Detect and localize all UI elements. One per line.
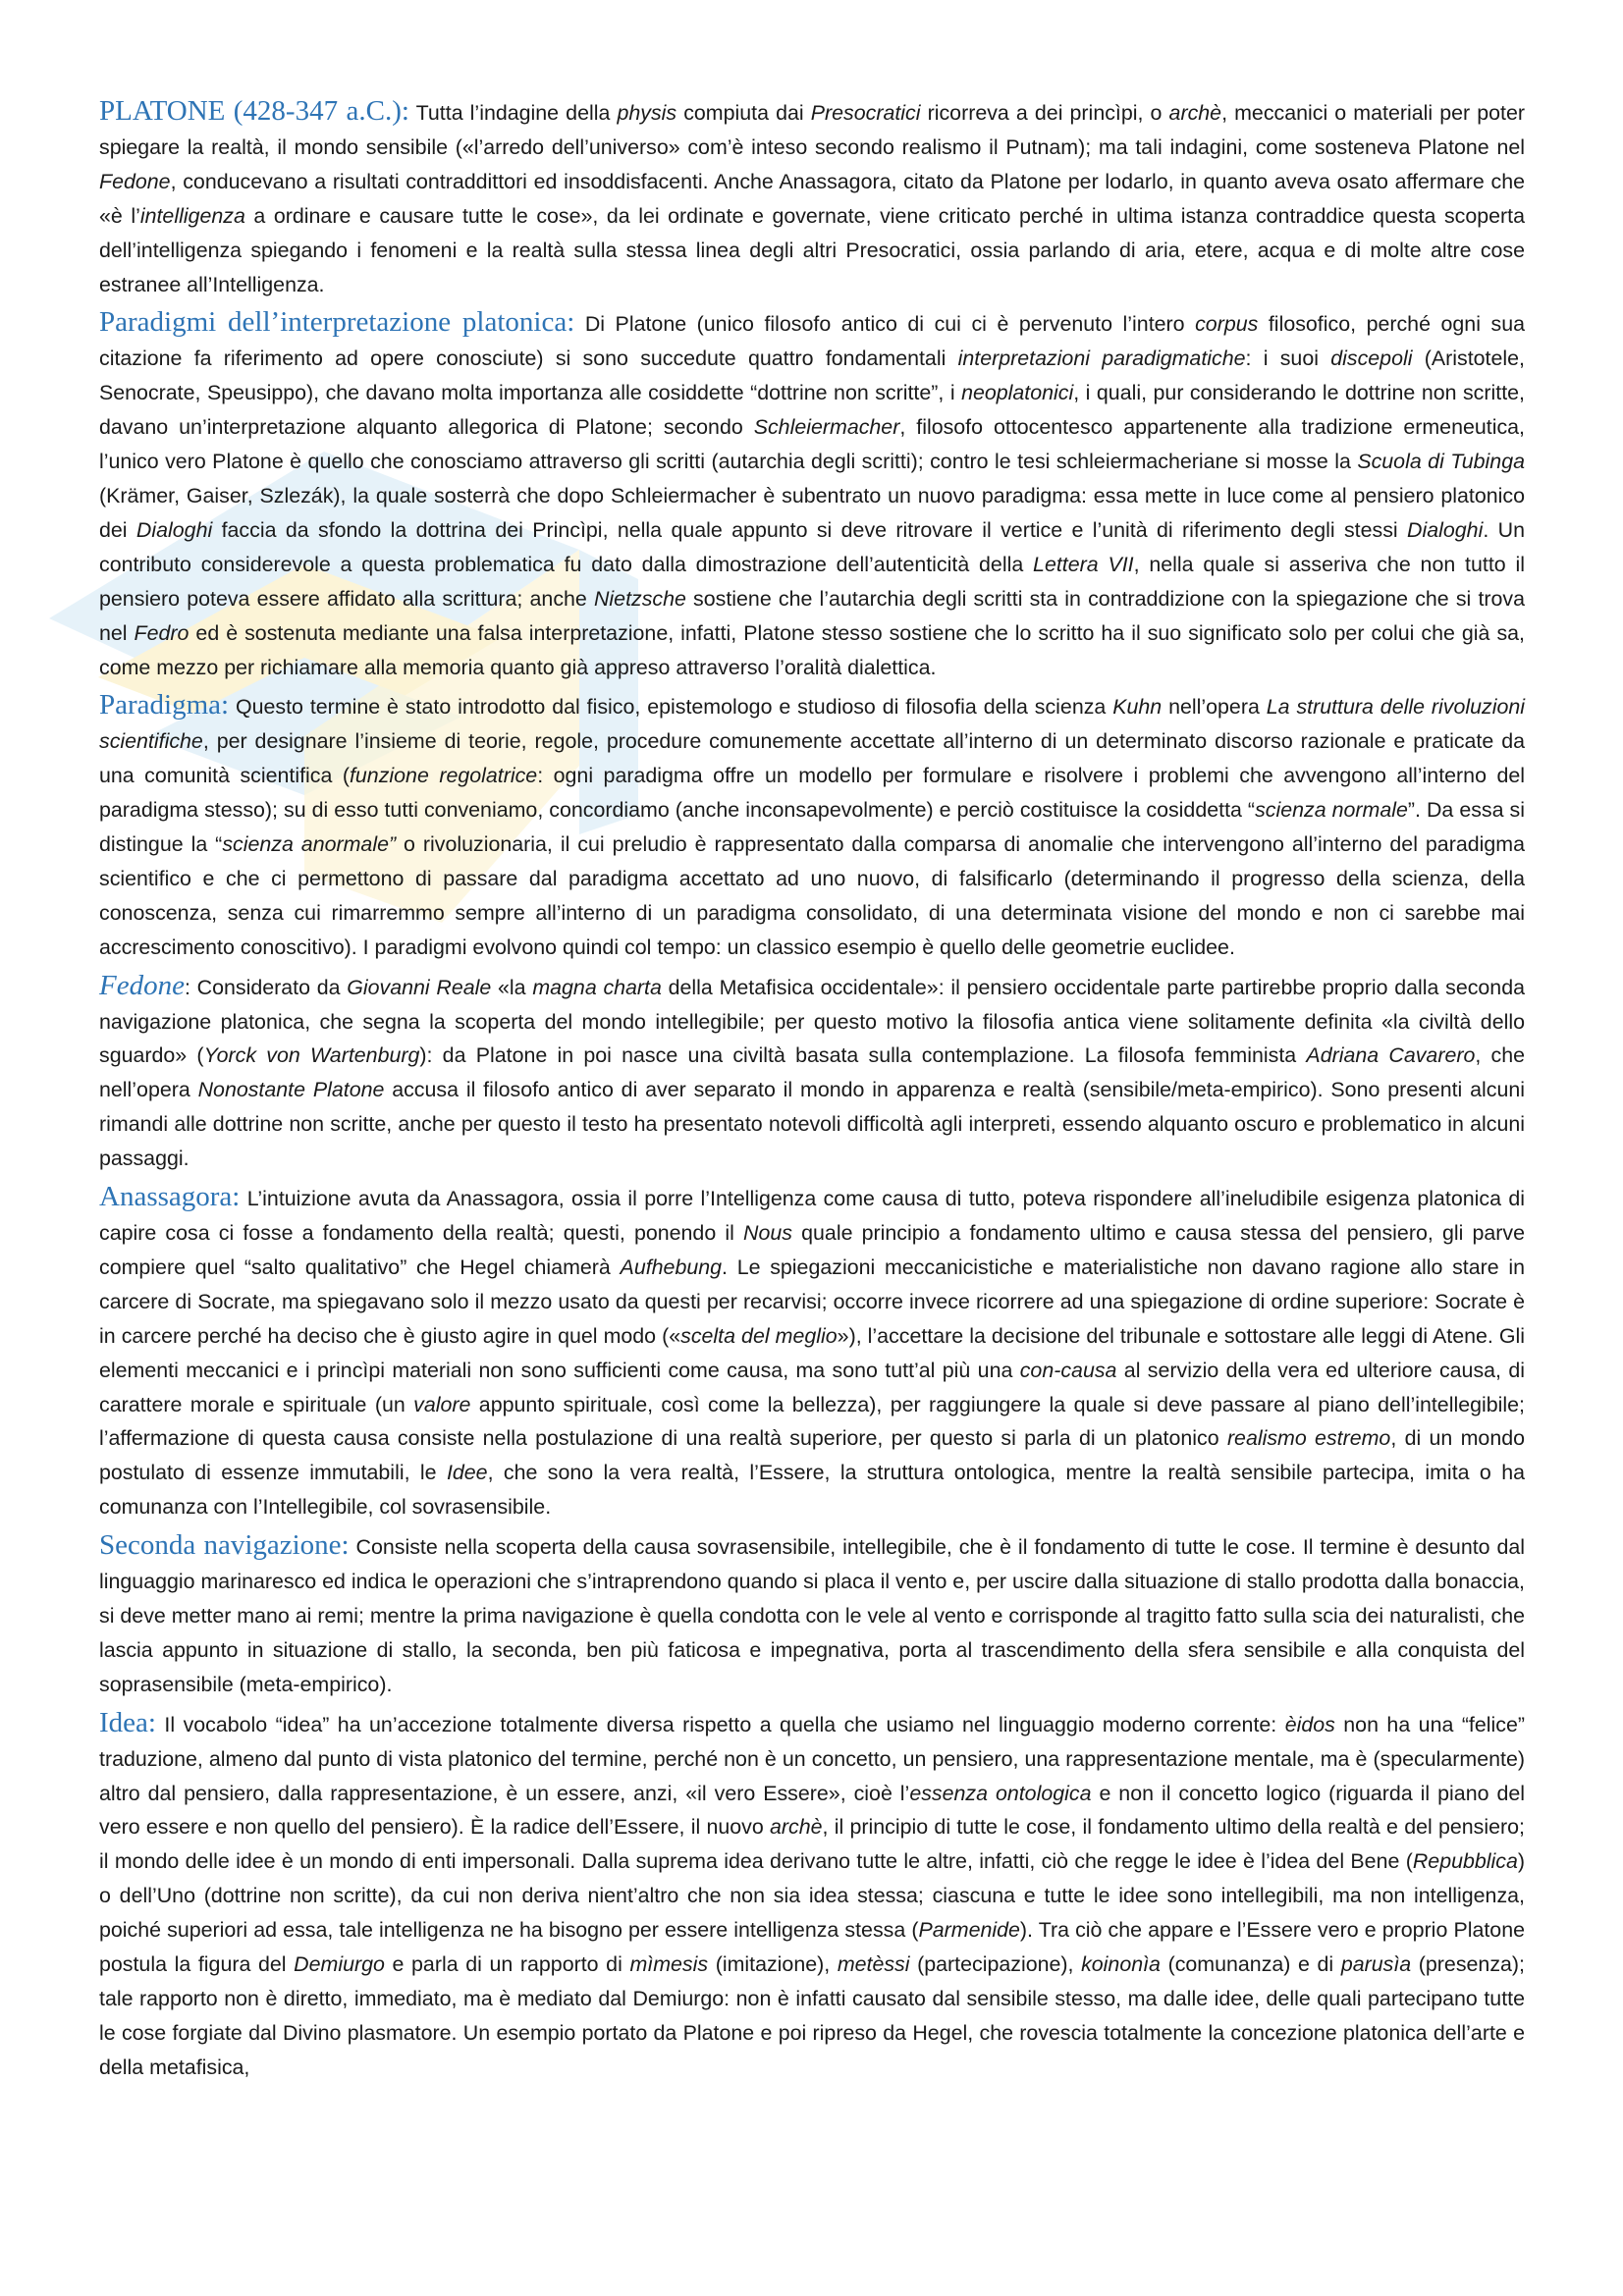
italic-text: archè [770, 1815, 823, 1840]
italic-text: interpretazioni paradigmatiche [957, 347, 1246, 371]
body-text-run: ). Tra ciò che appare e l’Essere vero e proprio Platone postula la figura del [99, 1918, 1525, 1977]
italic-text: koinonìa [1081, 1952, 1161, 1977]
italic-text: Parmenide [918, 1918, 1020, 1943]
body-text-run: «la [491, 975, 533, 999]
body-text-run: (partecipazione), [909, 1952, 1082, 1977]
body-text-run: L’intuizione avuta da Anassagora, ossia il porre l’Intelligenza come causa di tutto, poteva rispondere all’ineludibile esigenza platonica di capire cosa ci fosse a fondamento della realtà; questi, ponendo il [99, 1187, 1525, 1245]
body-text-run: compiuta dai [676, 101, 811, 125]
body-text-run: (comunanza) e di [1160, 1952, 1341, 1977]
section-body [99, 101, 1525, 296]
italic-text: Nonostante Platone [197, 1078, 385, 1102]
body-text-run: quale principio a fondamento ultimo e causa stessa del pensiero, gli parve compiere quel “salto qualitativo” che Hegel chiamerà [99, 1221, 1526, 1279]
italic-text: scienza anormale” [222, 832, 397, 857]
section-paragraph [99, 94, 1525, 301]
body-text-run: sostiene che l’autarchia degli scritti sta in contraddizione con la spiegazione che si trova nel [99, 586, 1525, 645]
body-text-run: o rivoluzionaria, il cui preludio è rappresentato dalla comparsa di anomalie che intervengono all’interno del paradigma scientifico e che ci permettono di passare dal paradigma accettato ad uno nuovo, di falsificarlo (determinando il progresso della scienza, della conoscenza, senza cui rimarremmo sempre all’interno di un paradigma consolidato, di una determinata visione del mondo e non ci sarebbe mai accrescimento conoscitivo). I paradigmi evolvono quindi col tempo: un classico esempio è quello delle geometrie euclidee. [99, 832, 1525, 959]
italic-text: Repubblica [1412, 1849, 1518, 1874]
section-paragraph [99, 1180, 1525, 1524]
body-text-run: . Un contributo considerevole a questa problematica fu dato dalla dimostrazione dell’autenticità della [99, 517, 1525, 576]
italic-text: discepoli [1330, 347, 1413, 371]
body-text-run: faccia da sfondo la dottrina dei Princìpi, nella quale appunto si deve ritrovare il vertice e l’unità di riferimento degli stessi [212, 517, 1408, 542]
italic-text: Nietzsche [593, 586, 686, 611]
italic-text: mìmesis [629, 1952, 709, 1977]
body-text-run: ”. Da essa si distingue la “ [99, 798, 1525, 857]
italic-text: Demiurgo [294, 1952, 385, 1977]
body-text-run: (imitazione), [708, 1952, 838, 1977]
body-text-run: , per designare l’insieme di teorie, regole, procedure comunemente accettate all’interno di un determinato discorso razionale e praticate da una comunità scientifica ( [99, 729, 1525, 788]
italic-text: Schleiermacher [753, 415, 900, 440]
document-page [99, 94, 1525, 2089]
body-text-run: . Le spiegazioni meccanicistiche e materialistiche non davano ragione allo stare in carcere di Socrate, ma spiegavano solo il mezzo usato da questi per recarvisi; occorre invece ricorrere ad una spiegazione di ordine superiore: Socrate è in carcere perché ha deciso che è giusto agire in quel modo (« [99, 1255, 1525, 1348]
body-text-run: al servizio della vera ed ulteriore causa, di carattere morale e spirituale (un [99, 1358, 1525, 1416]
section-body [99, 1713, 1525, 2079]
italic-text: magna charta [532, 975, 662, 999]
section-body [99, 1187, 1525, 1519]
section-body [99, 976, 1525, 1171]
section-paragraph [99, 1706, 1525, 2085]
body-text-run: »), l’accettare la decisione del tribunale e sottostare alle leggi di Atene. Gli elementi meccanici e i princìpi materiali non sono sufficienti come causa, ma sono tutt’al più una [99, 1323, 1526, 1382]
body-text-run: della Metafisica occidentale»: il pensiero occidentale parte partirebbe proprio dalla seconda navigazione platonica, che segna la scoperta del mondo intellegibile; per questo motivo la filosofia antica viene solitamente definita «la civiltà dello sguardo» ( [99, 975, 1525, 1068]
body-text-run: a ordinare e causare tutte le cose», da lei ordinate e governate, viene criticato perché in ultima istanza contraddice questa scoperta dell’intelligenza spiegando i fenomeni e la realtà sulla stessa linea degli altri Presocratici, ossia parlando di aria, etere, acqua e di molte altre cose estranee all’Intelligenza. [99, 203, 1525, 296]
italic-text: Nous [743, 1221, 792, 1245]
body-text-run: , che sono la vera realtà, l’Essere, la struttura ontologica, mentre la realtà sensibile partecipa, imita o ha comunanza con l’Intellegibile, col sovrasensibile. [99, 1461, 1525, 1520]
italic-text: Idee [446, 1461, 488, 1485]
body-text-run: (Aristotele, Senocrate, Speusippo), che davano molta importanza alle cosiddette “dottrine non scritte”, i [99, 347, 1525, 405]
section-heading: PLATONE (428-347 a.C.): [99, 95, 409, 127]
body-text-run: Consiste nella scoperta della causa sovrasensibile, intellegibile, che è il fondamento di tutte le cose. Il termine è desunto dal linguaggio marinaresco ed indica le operazioni che s’intraprendono quando si placa il vento e, per uscire dalla situazione di stallo prodotta dalla bonaccia, si deve metter mano ai remi; mentre la prima navigazione è quella condotta con le vele al vento e corrisponde al tragitto fatto sulla scia dei naturalisti, che lascia appunto in situazione di stallo, la seconda, ben più faticosa e impegnativa, porta al trascendimento della sfera sensibile e alla conquista del soprasensibile (meta-empirico). [99, 1535, 1525, 1696]
section-heading: Fedone [99, 969, 185, 1001]
body-text-run: , filosofo ottocentesco appartenente alla tradizione ermeneutica, l’unico vero Platone è quello che conosciamo attraverso gli scritti (autarchia degli scritti); contro le tesi schleiermacheriane si mosse la [99, 415, 1525, 474]
italic-text: realismo estremo [1226, 1426, 1391, 1451]
italic-text: neoplatonici [961, 381, 1074, 405]
section-paragraph [99, 1528, 1525, 1702]
body-text-run: : ogni paradigma offre un modello per formulare e risolvere i problemi che avvengono all’interno del paradigma stesso); su di esso tutti conveniamo, concordiamo (anche inconsapevolmente) e perciò costituisce la cosiddetta “ [99, 764, 1525, 823]
section-heading: Anassagora: [99, 1181, 241, 1213]
body-text-run: e parla di un rapporto di [384, 1952, 630, 1977]
section-heading: Idea: [99, 1706, 156, 1738]
section-paragraph [99, 688, 1525, 964]
italic-text: èidos [1284, 1712, 1335, 1736]
italic-text: corpus [1195, 312, 1259, 337]
italic-text: intelligenza [139, 203, 245, 228]
body-text-run: : Considerato da [184, 975, 348, 999]
body-text-run: , conducevano a risultati contraddittori ed insoddisfacenti. Anche Anassagora, citato da Platone per lodarlo, in quanto aveva osato affermare che «è l’ [99, 169, 1525, 228]
italic-text: Scuola di Tubinga [1357, 450, 1526, 474]
italic-text: Dialoghi [135, 517, 213, 542]
body-text-run: : i suoi [1245, 347, 1331, 371]
italic-text: Dialoghi [1407, 517, 1484, 542]
section-paragraph [99, 969, 1525, 1176]
body-text-run: (presenza); tale rapporto non è diretto, immediato, ma è mediato dal Demiurgo: non è infatti causato dal sensibile stesso, ma dalle idee, delle quali partecipano tutte le cose forgiate dal Divino plasmatore. Un esempio portato da Platone e poi ripreso da Hegel, che rovescia totalmente la concezione platonica dell’arte e della metafisica, [99, 1952, 1525, 2079]
body-text-run: non ha una “felice” traduzione, almeno dal punto di vista platonico del termine, perché non è un concetto, un pensiero, una rappresentazione mentale, ma è (specularmente) altro dal pensiero, dalla rappresentazione, è un essere, anzi, «il vero Essere», cioè l’ [99, 1712, 1525, 1805]
body-text-run: nell’opera [1162, 695, 1267, 720]
italic-text: Yorck von Wartenburg [203, 1043, 420, 1068]
body-text-run: , nella quale si asseriva che non tutto il pensiero poteva essere affidato alla scrittura; anche [99, 552, 1525, 611]
section-body [99, 312, 1525, 678]
italic-text: con-causa [1019, 1358, 1117, 1382]
body-text-run: Questo termine è stato introdotto dal fisico, epistemologo e studioso di filosofia della scienza [229, 695, 1113, 720]
section-heading: Paradigma: [99, 689, 230, 721]
italic-text: physis [617, 101, 677, 125]
italic-text: essenza ontologica [909, 1781, 1092, 1805]
body-text-run: Il vocabolo “idea” ha un’accezione totalmente diversa rispetto a quella che usiamo nel linguaggio moderno corrente: [155, 1712, 1285, 1736]
italic-text: Adriana Cavarero [1306, 1043, 1476, 1068]
italic-text: scienza normale [1255, 798, 1408, 823]
section-heading: Paradigmi dell’interpretazione platonica: [99, 306, 575, 339]
section-body [99, 695, 1525, 958]
italic-text: metèssi [837, 1952, 910, 1977]
italic-text: Fedone [99, 169, 171, 193]
body-text-run: Tutta l’indagine della [408, 101, 618, 125]
italic-text: archè [1168, 101, 1222, 125]
body-text-run: Di Platone (unico filosofo antico di cui ci è pervenuto l’intero [574, 312, 1196, 337]
italic-text: parusìa [1340, 1952, 1412, 1977]
body-text-run: , di un mondo postulato di essenze immutabili, le [99, 1426, 1526, 1485]
body-text-run: , il principio di tutte le cose, il fondamento ultimo della realtà e del pensiero; il mondo delle idee è un mondo di enti impersonali. Dalla suprema idea derivano tutte le altre, infatti, ciò che regge le idee è l’idea del Bene ( [99, 1815, 1525, 1874]
section-paragraph [99, 305, 1525, 684]
italic-text: Giovanni Reale [347, 975, 492, 999]
body-text-run: accusa il filosofo antico di aver separato il mondo in apparenza e realtà (sensibile/meta-empirico). Sono presenti alcuni rimandi alle dottrine non scritte, anche per questo il testo ha presentato notevoli difficoltà agli interpreti, essendo alquanto oscuro e problematico in alcuni passaggi. [99, 1078, 1526, 1171]
italic-text: Presocratici [810, 101, 921, 125]
italic-text: La struttura delle rivoluzioni scientifiche [99, 695, 1525, 754]
body-text-run: , che nell’opera [99, 1043, 1526, 1102]
italic-text: Kuhn [1112, 695, 1163, 720]
body-text-run: appunto spirituale, così come la bellezza), per raggiungere la quale si deve passare al piano dell’intellegibile; l’affermazione di questa causa consiste nella postulazione di una realtà superiore, per questo si parla di un platonico [99, 1392, 1525, 1451]
body-text-run: ): da Platone in poi nasce una civiltà basata sulla contemplazione. La filosofa femminista [419, 1043, 1307, 1068]
body-text-run: ricorreva a dei princìpi, o [920, 101, 1169, 125]
italic-text: Aufhebung [620, 1255, 723, 1279]
body-text-run: , i quali, pur considerando le dottrine non scritte, davano un’interpretazione alquanto allegorica di Platone; secondo [99, 381, 1525, 440]
italic-text: funzione regolatrice [349, 764, 538, 788]
italic-text: Lettera VII [1033, 552, 1134, 576]
body-text-run: ) o dell’Uno (dottrine non scritte), da cui non deriva nient’altro che non sia idea stessa; ciascuna e tutte le idee sono intellegibili, ma non intelligenza, poiché superiori ad essa, tale intelligenza ne ha bisogno per essere intelligenza stessa ( [99, 1849, 1525, 1943]
body-text-run: e non il concetto logico (riguarda il piano del vero essere e non quello del pensiero). È la radice dell’Essere, il nuovo [99, 1781, 1525, 1840]
italic-text: valore [413, 1392, 471, 1416]
italic-text: Fedro [134, 620, 189, 645]
italic-text: scelta del meglio [680, 1323, 838, 1348]
body-text-run: (Krämer, Gaiser, Szlezák), la quale sosterrà che dopo Schleiermacher è subentrato un nuovo paradigma: essa mette in luce come al pensiero platonico dei [99, 483, 1525, 542]
body-text-run: filosofico, perché ogni sua citazione fa riferimento ad opere conosciute) si sono succedute quattro fondamentali [99, 312, 1525, 371]
section-heading: Seconda navigazione: [99, 1529, 350, 1562]
body-text-run: , meccanici o materiali per poter spiegare la realtà, il mondo sensibile («l’arredo dell’universo» com’è inteso secondo realismo il Putnam); ma tali indagini, come sosteneva Platone nel [99, 101, 1525, 159]
body-text-run: ed è sostenuta mediante una falsa interpretazione, infatti, Platone stesso sostiene che lo scritto ha il suo significato solo per colui che già sa, come mezzo per richiamare alla memoria quanto già appreso attraverso l’oralità dialettica. [99, 620, 1525, 679]
